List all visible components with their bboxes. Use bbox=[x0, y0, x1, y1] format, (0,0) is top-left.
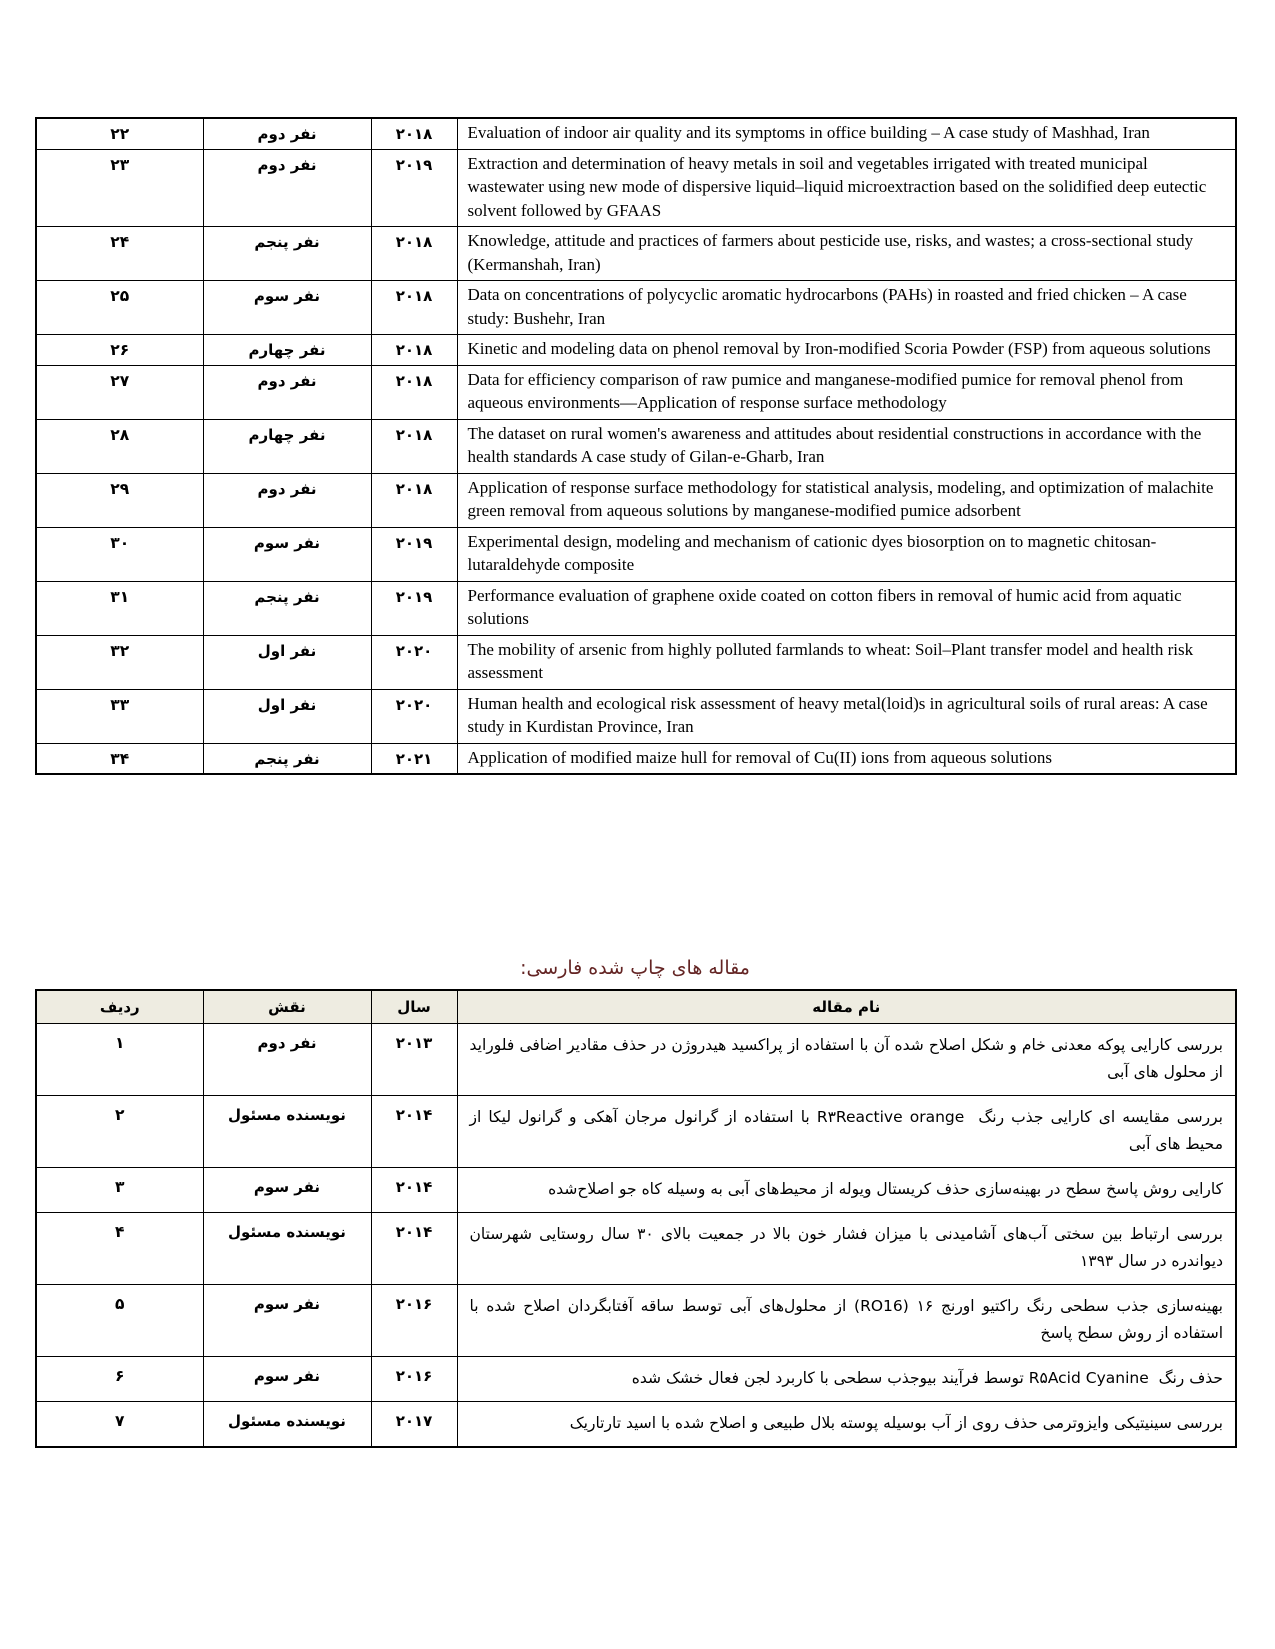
author-role-cell: نفر دوم bbox=[203, 365, 371, 419]
publication-year-cell: ۲۰۱۶ bbox=[371, 1357, 457, 1402]
author-role-cell: نفر اول bbox=[203, 689, 371, 743]
author-role-cell: نفر پنجم bbox=[203, 743, 371, 774]
publication-title-cell: Kinetic and modeling data on phenol removal by Iron-modified Scoria Powder (FSP) from aqueous solutions bbox=[457, 335, 1236, 366]
author-role-cell: نفر دوم bbox=[203, 118, 371, 149]
row-number-cell: ۶ bbox=[36, 1357, 203, 1402]
publication-year-cell: ۲۰۱۴ bbox=[371, 1096, 457, 1168]
table-row bbox=[36, 149, 1236, 227]
table-row bbox=[36, 419, 1236, 473]
row-number-cell: ۲۷ bbox=[36, 365, 203, 419]
publication-title-cell: Experimental design, modeling and mechanism of cationic dyes biosorption on to magnetic chitosan-lutaraldehyde composite bbox=[457, 527, 1236, 581]
author-role-cell: نفر سوم bbox=[203, 1285, 371, 1357]
row-number-cell: ۲۶ bbox=[36, 335, 203, 366]
publication-title-cell: Application of response surface methodology for statistical analysis, modeling, and optimization of malachite green removal from aqueous solutions by manganese-modified pumice adsorbent bbox=[457, 473, 1236, 527]
row-number-cell: ۳۲ bbox=[36, 635, 203, 689]
publication-title-cell: The dataset on rural women's awareness and attitudes about residential constructions in accordance with the health standards A case study of Gilan-e-Gharb, Iran bbox=[457, 419, 1236, 473]
author-role-cell: نویسنده مسئول bbox=[203, 1096, 371, 1168]
author-role-cell: نفر سوم bbox=[203, 527, 371, 581]
table-row bbox=[36, 1285, 1236, 1357]
publication-title-cell: Evaluation of indoor air quality and its symptoms in office building – A case study of Mashhad, Iran bbox=[457, 118, 1236, 149]
table-row bbox=[36, 227, 1236, 281]
publication-year-cell: ۲۰۱۸ bbox=[371, 419, 457, 473]
publication-year-cell: ۲۰۱۹ bbox=[371, 581, 457, 635]
row-number-cell: ۵ bbox=[36, 1285, 203, 1357]
publication-year-cell: ۲۰۱۸ bbox=[371, 335, 457, 366]
publication-year-cell: ۲۰۱۸ bbox=[371, 118, 457, 149]
author-role-cell: نفر دوم bbox=[203, 473, 371, 527]
publication-title-cell: بررسی سینیتیکی وایزوترمی حذف روی از آب بوسیله پوسته بلال طبیعی و اصلاح شده با اسید تارتاریک bbox=[457, 1402, 1236, 1448]
row-number-cell: ۳۰ bbox=[36, 527, 203, 581]
row-number-cell: ۳۱ bbox=[36, 581, 203, 635]
publication-year-cell: ۲۰۱۳ bbox=[371, 1024, 457, 1096]
row-number-cell: ۳۳ bbox=[36, 689, 203, 743]
publication-year-cell: ۲۰۱۸ bbox=[371, 281, 457, 335]
publication-title-cell: بررسی مقایسه ای کارایی جذب رنگ ‭R۳Reactive orange‬ با استفاده از گرانول مرجان آهکی و گرانول لیکا از محیط های آبی bbox=[457, 1096, 1236, 1168]
author-role-cell: نفر چهارم bbox=[203, 335, 371, 366]
publication-title-cell: بهینه‌سازی جذب سطحی رنگ راکتیو اورنج ۱۶ ‭(RO16)‬ از محلول‌های آبی توسط ساقه آفتابگردان اصلاح شده با استفاده از روش سطح پاسخ bbox=[457, 1285, 1236, 1357]
row-number-cell: ۲۳ bbox=[36, 149, 203, 227]
author-role-cell: نویسنده مسئول bbox=[203, 1213, 371, 1285]
row-number-cell: ۲۵ bbox=[36, 281, 203, 335]
table-row bbox=[36, 1024, 1236, 1096]
row-number-cell: ۲ bbox=[36, 1096, 203, 1168]
publication-title-cell: حذف رنگ ‭R۵Acid Cyanine‬ توسط فرآیند بیوجذب سطحی با کاربرد لجن فعال خشک شده bbox=[457, 1357, 1236, 1402]
publication-year-cell: ۲۰۲۰ bbox=[371, 689, 457, 743]
table-row bbox=[36, 689, 1236, 743]
row-number-cell: ۷ bbox=[36, 1402, 203, 1448]
row-number-cell: ۲۸ bbox=[36, 419, 203, 473]
publication-title-cell: Human health and ecological risk assessment of heavy metal(loid)s in agricultural soils of rural areas: A case study in Kurdistan Province, Iran bbox=[457, 689, 1236, 743]
publication-year-cell: ۲۰۱۴ bbox=[371, 1168, 457, 1213]
author-role-cell: نفر سوم bbox=[203, 1357, 371, 1402]
header-radif: ردیف bbox=[36, 990, 203, 1024]
author-role-cell: نفر دوم bbox=[203, 1024, 371, 1096]
publication-title-cell: Knowledge, attitude and practices of farmers about pesticide use, risks, and wastes; a cross-sectional study (Kermanshah, Iran) bbox=[457, 227, 1236, 281]
publication-year-cell: ۲۰۱۹ bbox=[371, 149, 457, 227]
publication-title-cell: The mobility of arsenic from highly polluted farmlands to wheat: Soil–Plant transfer model and health risk assessment bbox=[457, 635, 1236, 689]
publication-title-cell: بررسی کارایی پوکه معدنی خام و شکل اصلاح شده آن با استفاده از پراکسید هیدروژن در حذف مقادیر اضافی فلوراید از محلول های آبی bbox=[457, 1024, 1236, 1096]
publication-title-cell: کارایی روش پاسخ سطح در بهینه‌سازی حذف کریستال ویوله از محیط‌های آبی به وسیله کاه جو اصلاح‌شده bbox=[457, 1168, 1236, 1213]
author-role-cell: نفر سوم bbox=[203, 281, 371, 335]
table-row bbox=[36, 635, 1236, 689]
publication-year-cell: ۲۰۲۰ bbox=[371, 635, 457, 689]
table-row bbox=[36, 473, 1236, 527]
table-row bbox=[36, 281, 1236, 335]
publication-title-cell: Data on concentrations of polycyclic aromatic hydrocarbons (PAHs) in roasted and fried chicken – A case study: Bushehr, Iran bbox=[457, 281, 1236, 335]
publication-year-cell: ۲۰۱۶ bbox=[371, 1285, 457, 1357]
row-number-cell: ۴ bbox=[36, 1213, 203, 1285]
author-role-cell: نفر اول bbox=[203, 635, 371, 689]
table-row bbox=[36, 743, 1236, 774]
publication-year-cell: ۲۰۱۴ bbox=[371, 1213, 457, 1285]
table-row bbox=[36, 118, 1236, 149]
publication-title-cell: Extraction and determination of heavy metals in soil and vegetables irrigated with treated municipal wastewater using new mode of dispersive liquid–liquid microextraction based on the solidified deep eutectic solvent followed by GFAAS bbox=[457, 149, 1236, 227]
publication-year-cell: ۲۰۱۷ bbox=[371, 1402, 457, 1448]
author-role-cell: نفر پنجم bbox=[203, 581, 371, 635]
publication-title-cell: Application of modified maize hull for removal of Cu(II) ions from aqueous solutions bbox=[457, 743, 1236, 774]
table-row bbox=[36, 1357, 1236, 1402]
table-row bbox=[36, 1168, 1236, 1213]
row-number-cell: ۳۴ bbox=[36, 743, 203, 774]
table-row bbox=[36, 581, 1236, 635]
row-number-cell: ۲۴ bbox=[36, 227, 203, 281]
author-role-cell: نفر چهارم bbox=[203, 419, 371, 473]
author-role-cell: نفر پنجم bbox=[203, 227, 371, 281]
table-row bbox=[36, 527, 1236, 581]
table-header-row bbox=[36, 990, 1236, 1024]
row-number-cell: ۲۲ bbox=[36, 118, 203, 149]
row-number-cell: ۲۹ bbox=[36, 473, 203, 527]
table-row bbox=[36, 1213, 1236, 1285]
table-row bbox=[36, 1096, 1236, 1168]
table-row bbox=[36, 1402, 1236, 1448]
header-naghsh: نقش bbox=[203, 990, 371, 1024]
publication-year-cell: ۲۰۲۱ bbox=[371, 743, 457, 774]
row-number-cell: ۱ bbox=[36, 1024, 203, 1096]
author-role-cell: نویسنده مسئول bbox=[203, 1402, 371, 1448]
table-row bbox=[36, 335, 1236, 366]
row-number-cell: ۳ bbox=[36, 1168, 203, 1213]
persian-publications-table bbox=[35, 989, 1237, 1448]
publication-title-cell: Data for efficiency comparison of raw pumice and manganese-modified pumice for removal phenol from aqueous environments—Application of response surface methodology bbox=[457, 365, 1236, 419]
publication-year-cell: ۲۰۱۸ bbox=[371, 365, 457, 419]
publication-title-cell: Performance evaluation of graphene oxide coated on cotton fibers in removal of humic acid from aquatic solutions bbox=[457, 581, 1236, 635]
author-role-cell: نفر دوم bbox=[203, 149, 371, 227]
publication-year-cell: ۲۰۱۸ bbox=[371, 227, 457, 281]
english-publications-table bbox=[35, 117, 1237, 775]
publication-year-cell: ۲۰۱۹ bbox=[371, 527, 457, 581]
header-name-maghale: نام مقاله bbox=[457, 990, 1236, 1024]
table-row bbox=[36, 365, 1236, 419]
publication-title-cell: بررسی ارتباط بین سختی آب‌های آشامیدنی با میزان فشار خون بالا در جمعیت بالای ۳۰ سال روستایی شهرستان دیواندره در سال ۱۳۹۳ bbox=[457, 1213, 1236, 1285]
author-role-cell: نفر سوم bbox=[203, 1168, 371, 1213]
persian-articles-heading: مقاله های چاپ شده فارسی: bbox=[520, 957, 750, 979]
publication-year-cell: ۲۰۱۸ bbox=[371, 473, 457, 527]
header-sal: سال bbox=[371, 990, 457, 1024]
